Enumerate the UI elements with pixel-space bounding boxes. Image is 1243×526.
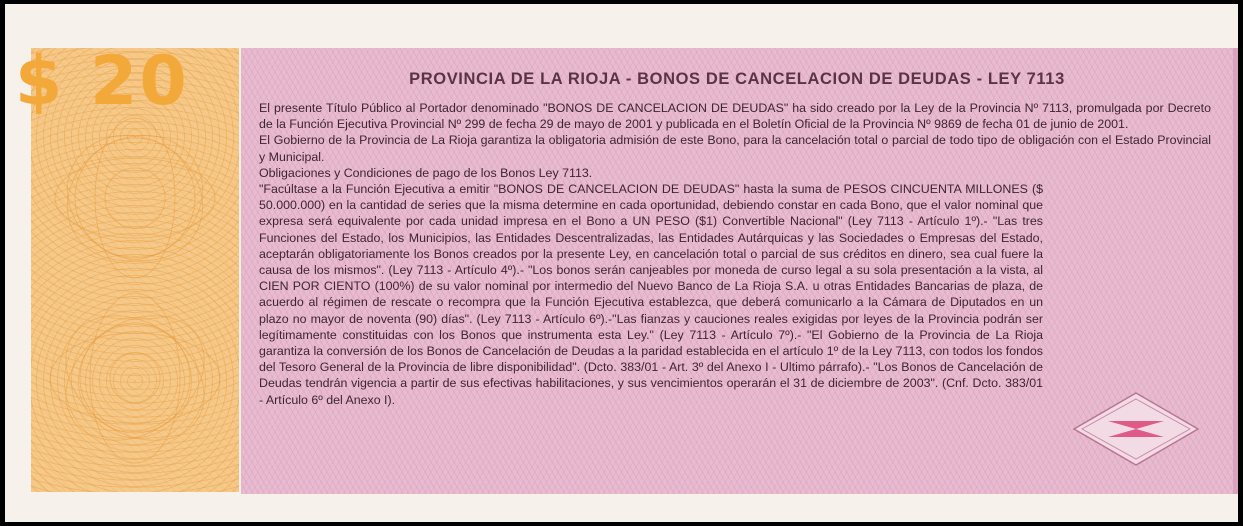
paragraph-articles: "Facúltase a la Función Ejecutiva a emitir "BONOS DE CANCELACION DE DEUDAS" hasta la suma de PESOS CINCUENTA MILLONES ($ 50.000.000) en la cantidad de series que la misma determine en cada oportunidad, debiendo constar en cada Bono, que el valor nominal que expresa será equivalente por cada unidad impresa en el Bono a UN PESO ($1) Convertible Nacional" (Ley 7113 - Artículo 1º).- "Las tres Funciones del Estado, los Municipios, las Entidades Descentralizadas, las Entidades Autárquicas y las Sociedades o Empresas del Estado, aceptarán obligatoriamente los Bonos creados por la presente Ley, en cancelación total o parcial de sus créditos en dinero, sea cual fuere la causa de los mismos". (Ley 7113 - Artículo 4º).- "Los bonos serán canjeables por moneda de curso legal a su sola presentación a la vista, al CIEN POR CIENTO (100%) de su valor nominal por intermedio del Nuevo Banco de La Rioja S.A. u otras Entidades Bancarias de plaza, de acuerdo al régimen de rescate o recompra que la Función Ejecutiva establezca, que deberá comunicarlo a la Cámara de Diputados en un plazo no mayor de noventa (90) días". (Ley 7113 - Artículo 6º).-"Las fianzas y cauciones reales exigidas por leyes de la Provincia podrán ser legítimamente constituidas con los Bonos que instrumenta esta Ley." (Ley 7113 - Artículo 7º).- "El Gobierno de la Provincia de La Rioja garantiza la conversión de los Bonos de Cancelación de Deudas a la paridad establecida en el artículo 1º de la Ley 7113, con todos los fondos del Tesoro General de la Provincia de libre disponibilidad". (Dcto. 383/01 - Art. 3º del Anexo I - Ultimo párrafo).- "Los Bonos de Cancelación de Deudas tendrán vigencia a partir de sus efectivas habilitaciones, y sus vencimientos operarán el 31 de diciembre de 2003". (Cnf. Dcto. 383/01 - Artículo 6º del Anexo I). [259,182,1043,407]
legal-text-panel [241,48,1238,494]
note-title: PROVINCIA DE LA RIOJA - BONOS DE CANCELACION DE DEUDAS - LEY 7113 [409,70,1065,88]
paragraph-conditions-heading: Obligaciones y Condiciones de pago de los Bonos Ley 7113. [259,165,593,180]
denomination [15,42,189,121]
banknote-reverse [5,4,1238,522]
paragraph-law-creation: El presente Título Público al Portador denominado "BONOS DE CANCELACION DE DEUDAS" ha sido creado por la Ley de la Provincia Nº 7113, promulgada por Decreto de la Función Ejecutiva Provincial Nº 299 de fecha 29 de mayo de 2001 y publicada en el Boletín Oficial de la Provincia Nº 9869 de fecha 01 de junio de 2001. [259,101,1211,132]
bank-emblem-icon [1072,391,1200,467]
legal-text [259,100,1211,408]
denomination-value: 20 [90,42,189,121]
currency-symbol: $ [15,42,65,121]
paragraph-guarantee: El Gobierno de la Provincia de La Rioja garantiza la obligatoria admisión de este Bono, para la cancelación total o parcial de todo tipo de obligación con el Estado Provincial y Municipal. [259,133,1211,164]
